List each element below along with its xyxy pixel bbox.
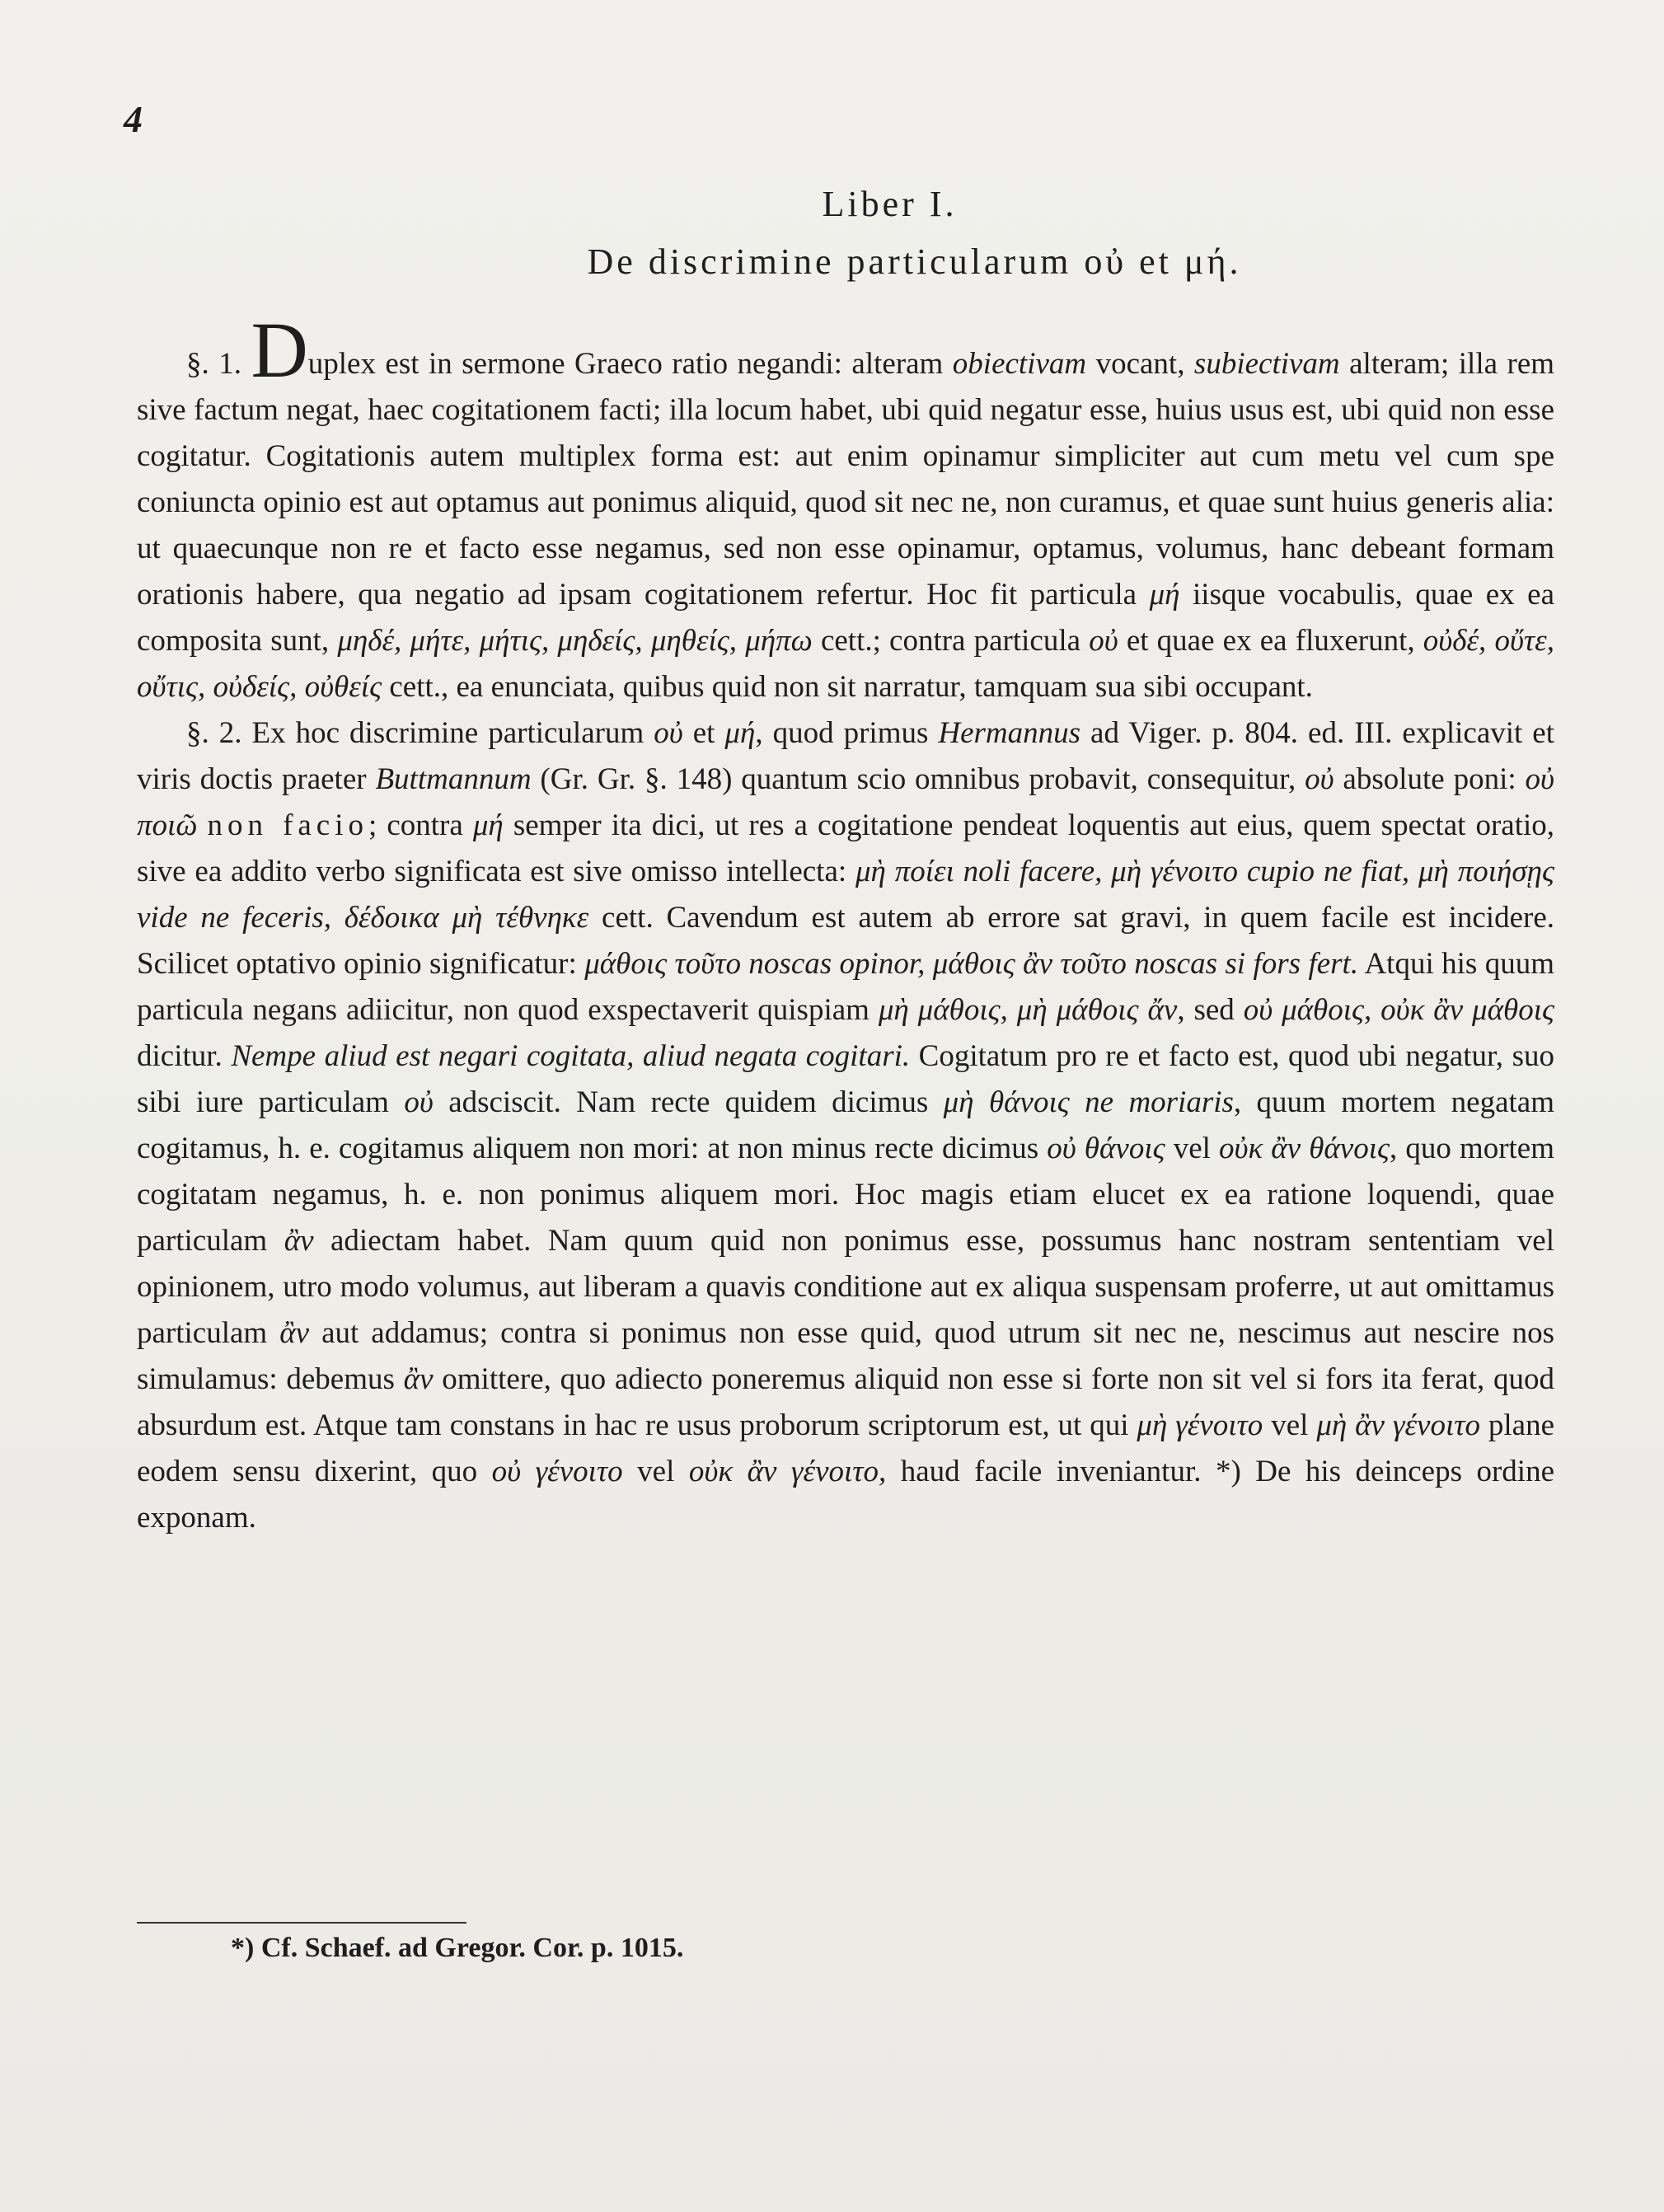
text-run: οὐ γένοιτο — [491, 1455, 623, 1488]
footnote: *) Cf. Schaef. ad Gregor. Cor. p. 1015. — [231, 1933, 684, 1963]
text-run: non facio — [207, 808, 369, 842]
text-run: , quum mortem negatam cogitamus, h. e. cogitamus aliquem non mori: at non minus recte dicimus — [137, 1085, 1554, 1165]
text-run: semper ita dici, ut res a cogitatione pendeat loquentis aut eius, quem spectat oratio, sive ea addito verbo significata est sive omisso intellecta: — [137, 808, 1555, 888]
text-run: dicitur. — [137, 1039, 232, 1073]
text-run: Hermannus — [938, 716, 1081, 750]
text-run: alteram; illa rem sive factum negat, haec cogitationem facti; illa locum habet, ubi quid negatur esse, huius usus est, ubi quid non esse cogitatur. Cogitationis autem multiplex forma est: aut enim opinamur simpliciter aut cum metu vel cum spe coniuncta opinio est aut optamus aut ponimus aliquid, quod sit nec ne, non curamus, et quae sunt huius generis alia: ut quaecunque non re et facto esse negamus, sed non esse opinamur, optamus, volumus, hanc debeant formam orationis habere, qua negatio ad ipsam cogitationem refertur. Hoc fit particula — [137, 347, 1555, 612]
text-run: Ex hoc discrimine particularum — [251, 716, 654, 750]
text-run: , sed — [1177, 993, 1244, 1027]
text-run: cett. Cavendum est autem ab errore sat gravi, in quem facile est incidere. Scilicet optativo opinio significatur: — [137, 901, 1554, 981]
text-run: vocant, — [1086, 347, 1194, 381]
text-run: cett.; contra particula — [812, 624, 1090, 658]
text-run: plane eodem sensu dixerint, quo — [137, 1408, 1555, 1488]
text-run: μὴ ποίει noli facere, μὴ γένοιτο cupio ne fiat, μὴ ποιήσῃς vide ne feceris, δέδοικα μὴ τέθνηκε — [137, 855, 1554, 935]
text-run: μάθοις τοῦτο noscas opinor, μάθοις ἂν τοῦτο noscas si fors fert. — [584, 947, 1359, 981]
text-run: Atqui his quum particula negans adiicitur, non quod exspectaverit quispiam — [137, 947, 1555, 1027]
text-run: μὴ γένοιτο — [1137, 1408, 1263, 1442]
text-run: μηδέ, μήτε, μήτις, μηδείς, μηθείς, μήπω — [337, 624, 813, 658]
text-run: iisque vocabulis, quae ex ea composita sunt, — [137, 578, 1555, 658]
text-run: absolute poni: — [1334, 762, 1526, 796]
page-number: 4 — [124, 98, 143, 140]
text-run: μὴ θάνοις ne moriaris — [943, 1085, 1234, 1119]
text-run: οὐ — [1089, 624, 1118, 658]
text-run: cett., ea enunciata, quibus quid non sit narratur, tamquam sua sibi occupant. — [382, 670, 1313, 704]
text-run: haud facile inveniantur. *) De his deinceps ordine exponam. — [137, 1455, 1554, 1535]
text-run: οὐ — [404, 1085, 434, 1119]
text-run: οὐ — [1305, 762, 1334, 796]
text-run: subiectivam — [1193, 347, 1340, 381]
text-run: vel — [1165, 1132, 1219, 1165]
text-run: adsciscit. Nam recte quidem dicimus — [433, 1085, 944, 1119]
text-run: μή — [472, 808, 504, 842]
text-run: , quo mortem cogitatam negamus, h. e. non ponimus aliquem mori. Hoc magis etiam elucet ex ea ratione loquendi, quae particulam — [137, 1132, 1555, 1258]
text-run: uplex est in sermone Graeco ratio negandi: alteram — [307, 347, 953, 381]
body-text — [137, 306, 1555, 1541]
text-run: aut addamus; contra si ponimus non esse quid, quod utrum sit nec ne, nescimus aut nescire nos simulamus: debemus — [137, 1316, 1555, 1396]
text-run: ad Viger. p. 804. ed. III. explicavit et viris doctis praeter — [137, 716, 1555, 796]
text-run: οὐκ ἂν γένοιτο, — [688, 1455, 887, 1488]
text-run: οὐ μάθοις, οὐκ ἂν μάθοις — [1243, 993, 1555, 1027]
text-run: ἂν — [403, 1362, 434, 1396]
text-run: οὐ θάνοις — [1047, 1132, 1165, 1165]
text-run — [197, 808, 207, 842]
text-run: Cogitatum pro re et facto est, quod ubi negatur, suo sibi iure particulam — [137, 1039, 1554, 1119]
text-run: adiectam habet. Nam quum quid non ponimus esse, possumus hanc nostram sententiam vel opinionem, utro modo volumus, aut liberam a quavis conditione aut ex aliqua suspensam proferre, ut aut omittamus particulam — [137, 1224, 1554, 1350]
text-run: (Gr. Gr. §. 148) quantum scio omnibus probavit, consequitur, — [531, 762, 1305, 796]
section-mark: §. 1. — [186, 347, 241, 381]
footnote-rule — [137, 1922, 466, 1924]
text-run: οὐκ ἂν θάνοις — [1218, 1132, 1390, 1165]
text-run: , quod primus — [755, 716, 939, 750]
paragraph-text — [137, 716, 1554, 1535]
chapter-title: De discrimine particularum οὐ et μή. — [587, 241, 1242, 282]
text-run: μὴ μάθοις, μὴ μάθοις ἄν — [878, 993, 1178, 1027]
section-mark: §. 2. — [186, 716, 242, 750]
text-run: vel — [622, 1455, 689, 1488]
drop-cap: D — [251, 306, 308, 394]
text-run: Nempe aliud est negari cogitata, aliud negata cogitari. — [231, 1039, 911, 1073]
text-run: μὴ ἂν γένοιτο — [1316, 1408, 1480, 1442]
text-run: obiectivam — [952, 347, 1087, 381]
text-run: ; contra — [368, 808, 473, 842]
text-run: οὐ — [654, 716, 683, 750]
text-run: μή — [1149, 578, 1180, 612]
text-run: ἂν — [279, 1316, 310, 1350]
text-run: μή — [724, 716, 756, 750]
text-run: Buttmannum — [375, 762, 532, 796]
paragraph-text — [137, 347, 1554, 704]
text-run: ἂν — [284, 1224, 314, 1258]
book-title: Liber I. — [822, 184, 958, 224]
text-run: vel — [1263, 1408, 1317, 1442]
text-run: et quae ex ea fluxerunt, — [1118, 624, 1423, 658]
paragraph-section-2 — [137, 710, 1554, 1541]
text-run: οὐδέ, οὔτε, οὔτις, οὐδείς, οὐθείς — [137, 624, 1554, 704]
text-run: omittere, quo adiecto poneremus aliquid non esse si forte non sit vel si fors ita ferat, quod absurdum est. Atque tam constans in hac re usus proborum scriptorum est, ut qui — [137, 1362, 1554, 1442]
paragraph-section-1 — [137, 306, 1555, 710]
text-run: οὐ ποιῶ — [137, 762, 1554, 842]
text-run: et — [682, 716, 725, 750]
